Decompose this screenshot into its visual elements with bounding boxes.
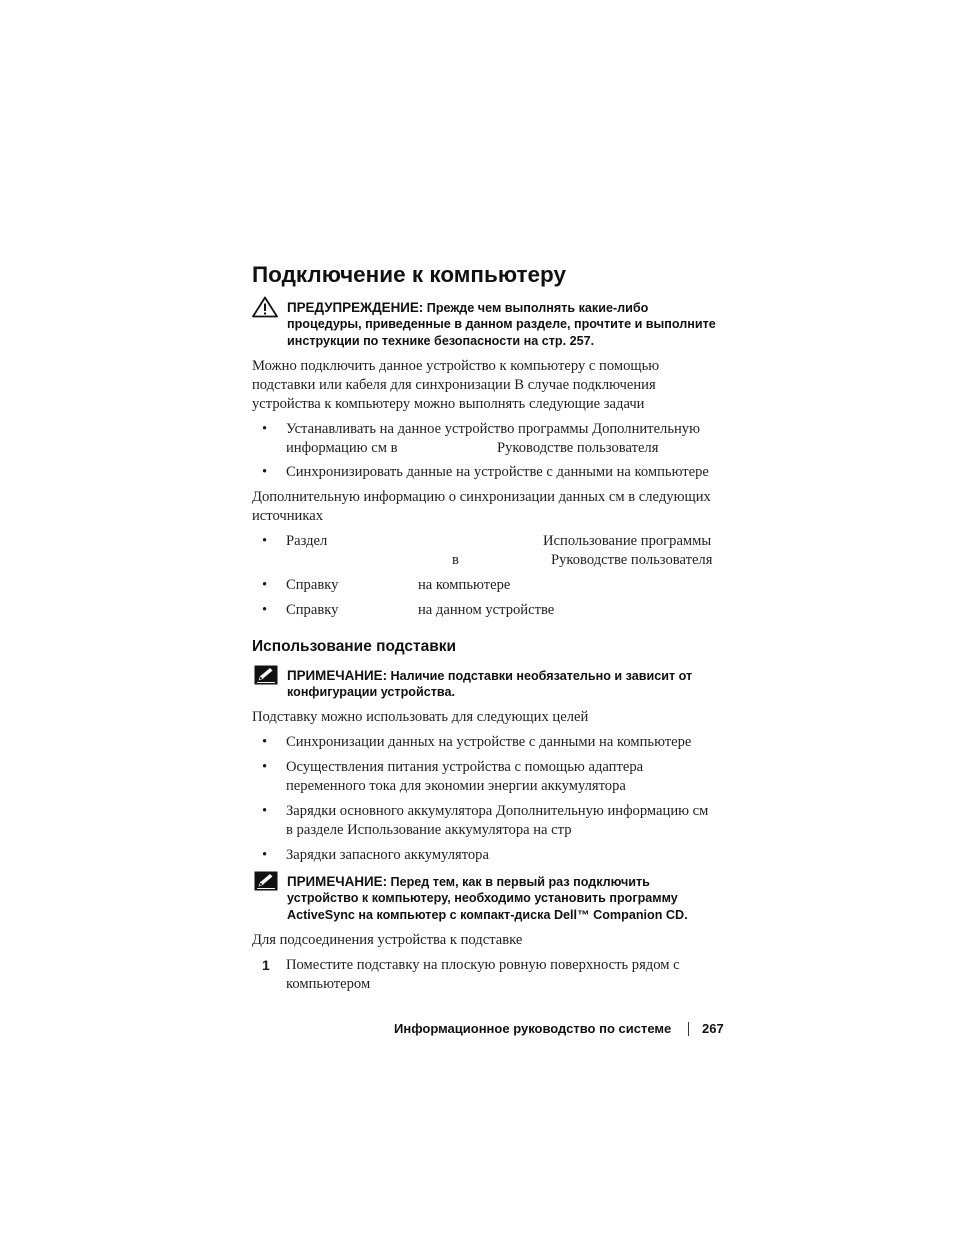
stand-use-2b: переменного тока для экономии энергии аккумулятора bbox=[286, 778, 626, 794]
stand-intro: Подставку можно использовать для следующих целей bbox=[252, 709, 589, 725]
stand-use-3a: Зарядки основного аккумулятора Дополнительную информацию см bbox=[286, 803, 709, 819]
source-1-a: Раздел bbox=[286, 533, 328, 549]
intro-line-3: устройства к компьютеру можно выполнять следующие задачи bbox=[252, 396, 645, 412]
task-1-line-1: Устанавливать на данное устройство программы Дополнительную bbox=[286, 421, 700, 437]
source-1-c: в bbox=[452, 552, 459, 568]
warning-text-3: инструкции по технике безопасности на стр. 257. bbox=[287, 334, 595, 348]
bullet: • bbox=[262, 577, 268, 593]
stand-use-4: Зарядки запасного аккумулятора bbox=[286, 847, 489, 863]
note-1-text-1: Наличие подставки необязательно и зависит от bbox=[390, 669, 693, 683]
warning-label: ПРЕДУПРЕЖДЕНИЕ: bbox=[287, 300, 424, 315]
step-1-line-1: Поместите подставку на плоскую ровную поверхность рядом с bbox=[286, 957, 680, 973]
note-1-text-2: конфигурации устройства. bbox=[287, 685, 455, 699]
connect-intro: Для подсоединения устройства к подставке bbox=[252, 932, 523, 948]
more-info-line-2: источниках bbox=[252, 508, 323, 524]
bullet: • bbox=[262, 464, 268, 480]
source-2-a: Справку bbox=[286, 577, 339, 593]
warning-text-2: процедуры, приведенные в данном разделе, прочтите и выполните bbox=[287, 317, 716, 331]
source-1-d: Руководстве пользователя bbox=[551, 552, 713, 568]
bullet: • bbox=[262, 803, 268, 819]
page-number: 267 bbox=[702, 1021, 724, 1036]
bullet: • bbox=[262, 421, 268, 437]
warning-triangle-icon bbox=[252, 296, 278, 318]
note-pencil-icon bbox=[254, 871, 278, 891]
source-3-b: на данном устройстве bbox=[418, 602, 555, 618]
footer-title: Информационное руководство по системе bbox=[394, 1021, 672, 1036]
stand-use-3b: в разделе Использование аккумулятора на стр bbox=[286, 822, 572, 838]
bullet: • bbox=[262, 847, 268, 863]
bullet: • bbox=[262, 734, 268, 750]
more-info-line-1: Дополнительную информацию о синхронизации данных см в следующих bbox=[252, 489, 711, 505]
stand-use-2a: Осуществления питания устройства с помощью адаптера bbox=[286, 759, 644, 775]
note-2-text-1: Перед тем, как в первый раз подключить bbox=[390, 875, 650, 889]
intro-line-1: Можно подключить данное устройство к компьютеру с помощью bbox=[252, 358, 660, 374]
bullet: • bbox=[262, 533, 268, 549]
note-1-line-1 bbox=[287, 667, 692, 686]
source-1-b: Использование программы bbox=[543, 533, 712, 549]
note-2-text-3: ActiveSync на компьютер с компакт-диска Dell™ Companion CD. bbox=[287, 908, 688, 922]
intro-line-2: подставки или кабеля для синхронизации В случае подключения bbox=[252, 377, 656, 393]
step-number: 1 bbox=[262, 957, 270, 973]
warning-text-1: Прежде чем выполнять какие-либо bbox=[426, 301, 649, 315]
task-2: Синхронизировать данные на устройстве с данными на компьютере bbox=[286, 464, 709, 480]
task-1-line-2b: Руководстве пользователя bbox=[497, 440, 659, 456]
note-2-line-1 bbox=[287, 873, 650, 892]
step-1-line-2: компьютером bbox=[286, 976, 371, 992]
source-2-b: на компьютере bbox=[418, 577, 511, 593]
source-3-a: Справку bbox=[286, 602, 339, 618]
bullet: • bbox=[262, 602, 268, 618]
section-title: Использование подставки bbox=[252, 638, 457, 655]
note-1-label: ПРИМЕЧАНИЕ: bbox=[287, 668, 388, 683]
task-1-line-2a: информацию см в bbox=[286, 440, 398, 456]
footer-separator bbox=[688, 1022, 689, 1036]
warning-line-1 bbox=[287, 299, 648, 318]
page-title: Подключение к компьютеру bbox=[252, 262, 566, 287]
note-2-text-2: устройство к компьютеру, необходимо установить программу bbox=[287, 891, 678, 905]
note-2-label: ПРИМЕЧАНИЕ: bbox=[287, 874, 388, 889]
note-pencil-icon bbox=[254, 665, 278, 685]
stand-use-1: Синхронизации данных на устройстве с данными на компьютере bbox=[286, 734, 692, 750]
bullet: • bbox=[262, 759, 268, 775]
